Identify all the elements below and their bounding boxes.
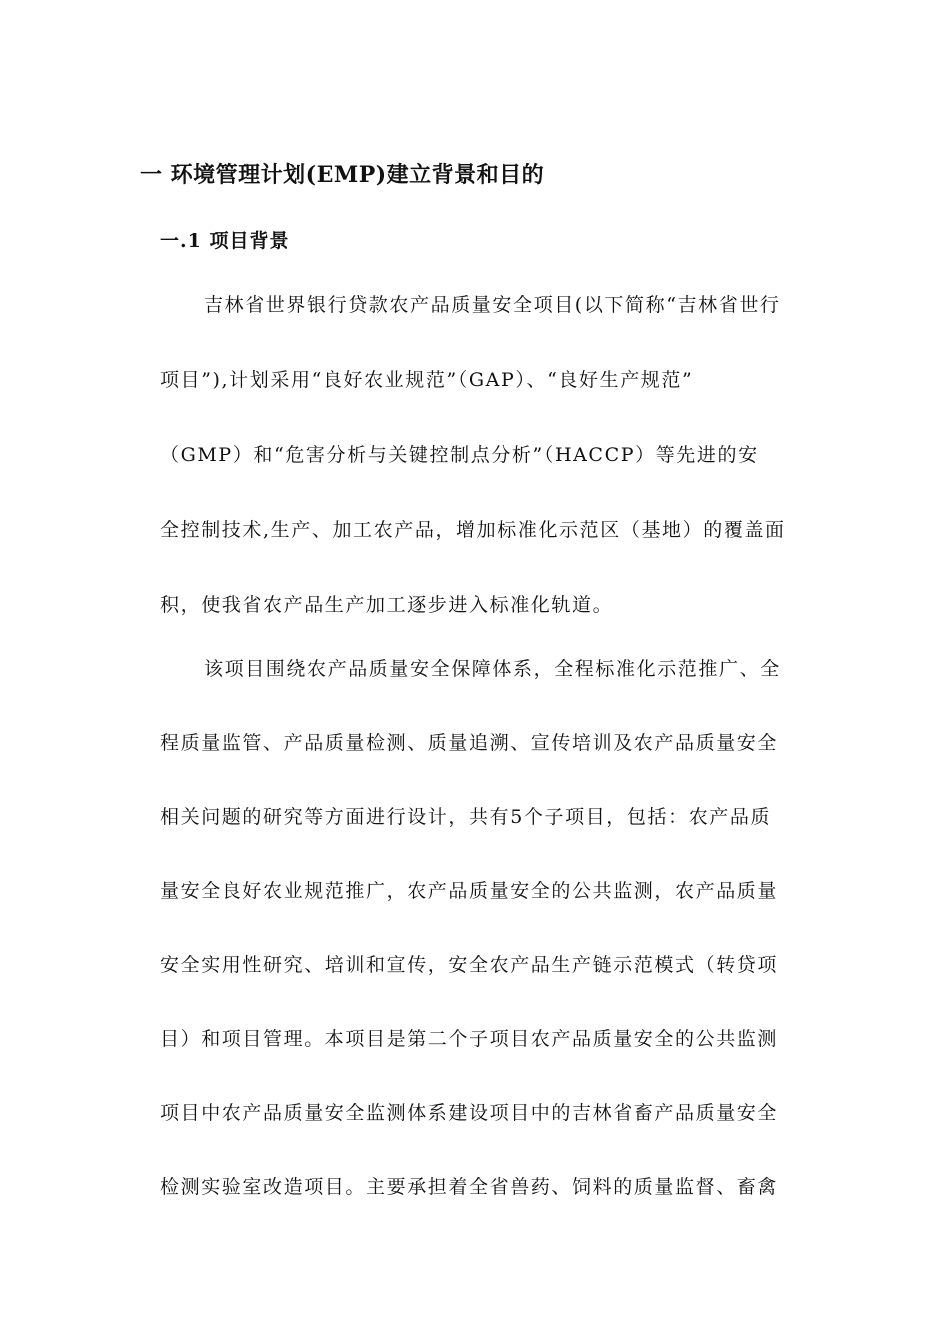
paragraph-1-line: 吉林省世界银行贷款农产品质量安全项目(以下简称“吉林省世行 xyxy=(204,294,781,316)
paragraph-2-line: 程质量监管、产品质量检测、质量追溯、宣传培训及农产品质量安全 xyxy=(160,732,779,754)
paragraph-1-line: 积，使我省农产品生产加工逐步进入标准化轨道。 xyxy=(160,594,614,616)
paragraph-2-line: 项目中农产品质量安全监测体系建设项目中的吉林省畜产品质量安全 xyxy=(160,1102,779,1124)
paragraph-2-line: 目）和项目管理。本项目是第二个子项目农产品质量安全的公共监测 xyxy=(160,1028,779,1050)
subsection-heading: 一.1 项目背景 xyxy=(160,230,290,252)
paragraph-2-line: 该项目围绕农产品质量安全保障体系，全程标准化示范推广、全 xyxy=(204,658,781,680)
paragraph-2-line: 量安全良好农业规范推广，农产品质量安全的公共监测，农产品质量 xyxy=(160,880,779,902)
paragraph-1-line: （GMP）和“危害分析与关键控制点分析”（HACCP）等先进的安 xyxy=(160,444,759,466)
paragraph-2-line: 相关问题的研究等方面进行设计，共有5个子项目，包括：农产品质 xyxy=(160,806,772,828)
paragraph-2-line: 检测实验室改造项目。主要承担着全省兽药、饲料的质量监督、畜禽 xyxy=(160,1176,779,1198)
paragraph-1-line: 全控制技术,生产、加工农产品，增加标准化示范区（基地）的覆盖面 xyxy=(160,519,786,541)
section-heading: 一 环境管理计划(EMP)建立背景和目的 xyxy=(140,162,545,188)
paragraph-1-line: 项目”),计划采用“良好农业规范”（GAP）、“良好生产规范” xyxy=(160,369,694,391)
paragraph-2-line: 安全实用性研究、培训和宣传，安全农产品生产链示范模式（转贷项 xyxy=(160,954,779,976)
